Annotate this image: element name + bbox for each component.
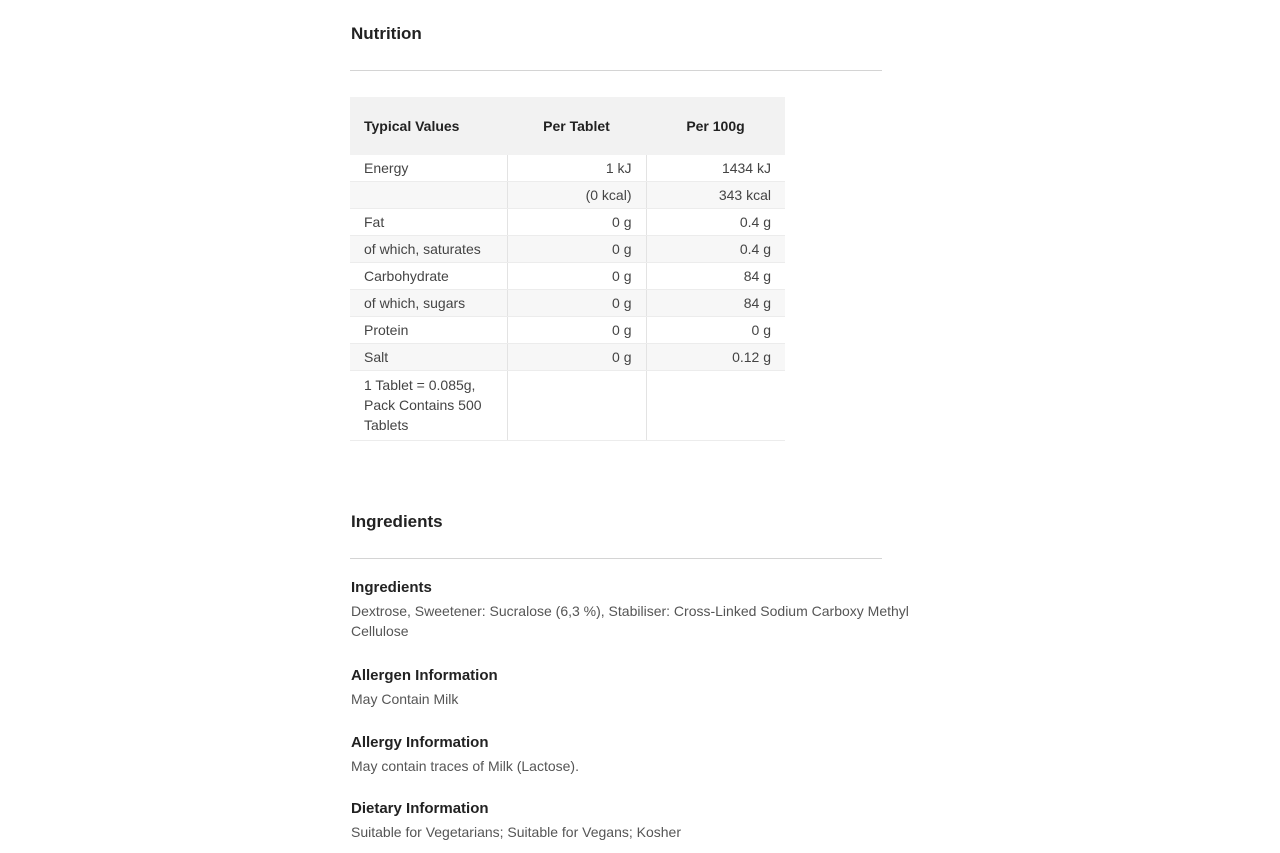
per-100g-value <box>646 371 785 441</box>
row-label: Energy <box>350 155 507 182</box>
table-row <box>350 182 785 209</box>
ingredients-title: Ingredients <box>351 512 443 531</box>
row-label: of which, sugars <box>350 290 507 317</box>
allergen-text: May Contain Milk <box>351 691 459 707</box>
divider <box>350 70 882 71</box>
per-tablet-value: 0 g <box>507 209 646 236</box>
column-header-typical-values: Typical Values <box>350 97 507 155</box>
table-row <box>350 155 785 182</box>
table-row <box>350 344 785 371</box>
per-100g-value: 0.4 g <box>646 236 785 263</box>
per-100g-value: 343 kcal <box>646 182 785 209</box>
row-label: Protein <box>350 317 507 344</box>
row-label <box>350 182 507 209</box>
dietary-text: Suitable for Vegetarians; Suitable for Vegans; Kosher <box>351 824 681 840</box>
per-100g-value: 84 g <box>646 263 785 290</box>
dietary-block <box>351 799 931 842</box>
ingredients-block <box>351 578 931 641</box>
row-label: Carbohydrate <box>350 263 507 290</box>
divider <box>350 558 882 559</box>
allergen-heading: Allergen Information <box>351 667 498 684</box>
row-label: Fat <box>350 209 507 236</box>
table-row <box>350 290 785 317</box>
per-100g-value: 0 g <box>646 317 785 344</box>
nutrition-title: Nutrition <box>351 24 422 43</box>
per-tablet-value <box>507 371 646 441</box>
row-label: of which, saturates <box>350 236 507 263</box>
dietary-heading: Dietary Information <box>351 800 489 817</box>
allergy-block <box>351 733 931 776</box>
per-tablet-value: (0 kcal) <box>507 182 646 209</box>
per-100g-value: 0.4 g <box>646 209 785 236</box>
nutrition-table <box>350 97 785 441</box>
table-row <box>350 317 785 344</box>
table-row <box>350 263 785 290</box>
allergy-text: May contain traces of Milk (Lactose). <box>351 758 579 774</box>
per-tablet-value: 1 kJ <box>507 155 646 182</box>
row-label: Salt <box>350 344 507 371</box>
per-tablet-value: 0 g <box>507 290 646 317</box>
column-header-per-100g: Per 100g <box>646 97 785 155</box>
ingredients-heading: Ingredients <box>351 579 432 596</box>
allergen-block <box>351 666 931 709</box>
per-tablet-value: 0 g <box>507 344 646 371</box>
per-tablet-value: 0 g <box>507 236 646 263</box>
table-row <box>350 209 785 236</box>
per-tablet-value: 0 g <box>507 317 646 344</box>
column-header-per-tablet: Per Tablet <box>507 97 646 155</box>
per-100g-value: 0.12 g <box>646 344 785 371</box>
per-tablet-value: 0 g <box>507 263 646 290</box>
per-100g-value: 1434 kJ <box>646 155 785 182</box>
table-header-row <box>350 97 785 155</box>
table-row <box>350 236 785 263</box>
ingredients-text: Dextrose, Sweetener: Sucralose (6,3 %), Stabiliser: Cross-Linked Sodium Carboxy Methyl Cellulose <box>351 603 909 639</box>
serving-note: 1 Tablet = 0.085g, Pack Contains 500 Tablets <box>350 371 507 441</box>
per-100g-value: 84 g <box>646 290 785 317</box>
allergy-heading: Allergy Information <box>351 734 489 751</box>
table-row-serving-note <box>350 371 785 441</box>
